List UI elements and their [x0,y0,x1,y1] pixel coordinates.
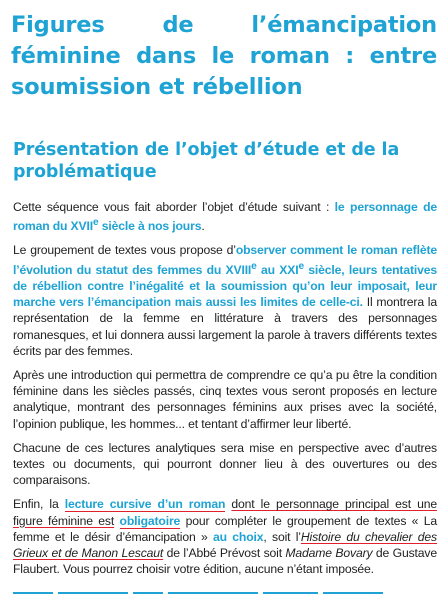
book-title-madame-bovary: Madame Bovary [285,545,373,560]
highlight-obligatoire: obligatoire [119,513,181,528]
text-span [114,514,119,528]
text-span: Cette séquence vous fait aborder l’objet d’étude suivant : [13,200,335,214]
underlined-text: dont le personnage principal est une figure féminine est [13,497,437,528]
paragraph-lecture-cursive [13,496,437,577]
paragraph-groupement [13,242,437,358]
book-title-manon-lescaut: Histoire du chevalier des Grieux et de Manon Lescaut [13,529,438,560]
text-span: de Gustave Flaubert. Vous pourrez choisir votre édition, aucune n’étant imposée. [13,545,437,577]
paragraph-intro [13,199,437,234]
text-span: Le groupement de textes vous propose d’ [13,243,236,258]
highlight-lecture-cursive: lecture cursive d’un roman [64,497,226,512]
paragraph-lectures: Après une introduction qui permettra de comprendre ce qu’a pu être la condition féminine dans les siècles passés, cinq textes vous seront proposés en lecture analytique, montrant des personnages féminins aux prises avec la société, l’opinion publique, les hommes... et tentant d’affirmer leur liberté. [13,367,437,431]
text-span: Enfin, la [13,497,65,512]
superscript: e [251,260,257,272]
text-span: observer comment le roman reflète l’évolution du statut des femmes du XVIII [13,243,437,277]
cut-off-line [13,592,437,597]
text-span: de l’Abbé Prévost soit [163,545,286,560]
section-heading: Présentation de l’objet d’étude et de la problématique [13,140,400,182]
highlight-au-choix: au choix [213,529,264,544]
text-span: siècle à nos jours [98,219,202,234]
paragraph-perspective: Chacune de ces lectures analytiques sera mise en perspective avec d’autres textes ou documents, qui pourront donner lieu à des ouvertures ou des comparaisons. [13,440,437,488]
text-span: siècle, leurs tentatives de rébellion contre l’inégalité et la soumission qu’on leur imposait, leur marche vers l’émancipation mais aussi les limites de celle-ci. [13,262,437,310]
superscript: e [298,260,304,272]
text-span: le personnage de roman du XVII [13,200,438,234]
superscript: e [93,217,99,229]
page-title: Figures de l’émancipation féminine dans le roman : entre soumission et rébellion [11,12,437,100]
text-span: . [201,219,205,234]
text-span: au XXI [256,262,299,277]
text-span: , soit l’ [263,529,301,544]
body-text [13,199,437,585]
text-span: pour compléter le groupement de textes « La femme et le désir d’émancipation » [13,513,437,544]
text-span: Il montrera la représentation de la femme en littérature à travers des personnages romanesques, et lui donnera aussi largement la parole à travers différents textes écrits par des femmes. [13,295,437,358]
